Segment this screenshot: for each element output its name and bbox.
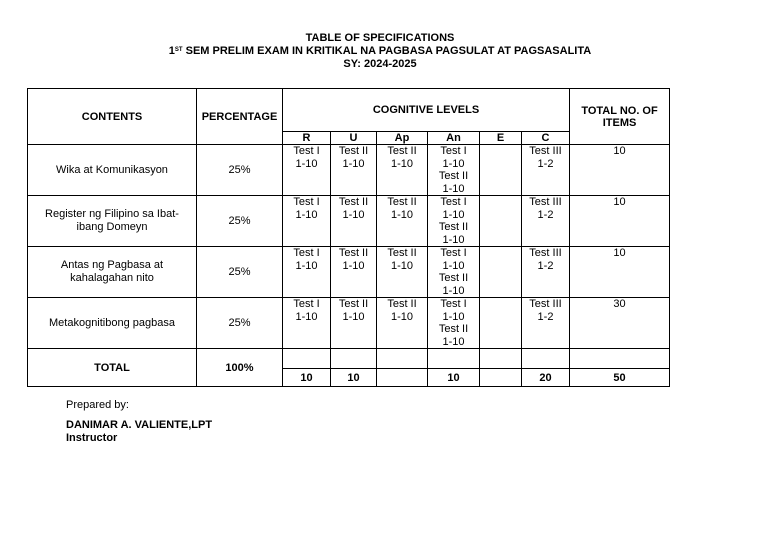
level-cell-line: Test I	[293, 145, 320, 157]
total-level-ap	[377, 369, 428, 387]
document-subtitle	[0, 45, 760, 58]
grand-total-items: 50	[570, 369, 670, 387]
level-cell-line: Test I	[440, 247, 467, 259]
level-cell-line: 1-10	[442, 284, 465, 297]
level-cell-ap	[377, 298, 428, 349]
level-cell-line: 1-2	[537, 208, 554, 221]
table-row	[28, 298, 670, 349]
level-cell-c	[522, 298, 570, 349]
level-cell-r	[283, 247, 331, 298]
level-cell-line: 1-10	[295, 157, 318, 170]
total-percentage: 100%	[197, 349, 283, 387]
level-cell-line: 1-2	[537, 157, 554, 170]
level-cell-line: 1-10	[442, 259, 465, 272]
school-year: SY: 2024-2025	[343, 58, 417, 70]
document-title: TABLE OF SPECIFICATIONS	[305, 32, 455, 44]
level-cell-line: Test II	[338, 298, 369, 310]
level-cell-an	[428, 298, 480, 349]
level-cell-u	[331, 145, 377, 196]
level-cell-line: 1-10	[295, 208, 318, 221]
subtitle-superscript: ST	[174, 47, 183, 53]
level-cell-line: Test II	[438, 221, 469, 233]
level-cell-line: Test I	[293, 298, 320, 310]
level-cell-r	[283, 298, 331, 349]
document-header	[0, 32, 760, 71]
total-items-cell: 10	[570, 196, 670, 247]
level-cell-c	[522, 196, 570, 247]
level-cell-line: Test III	[529, 145, 562, 157]
level-cell-line: Test I	[293, 196, 320, 208]
percentage-cell: 25%	[197, 298, 283, 349]
level-cell-ap	[377, 196, 428, 247]
level-cell-line: 1-2	[537, 310, 554, 323]
level-cell-line: 1-10	[342, 157, 365, 170]
level-cell-line: Test II	[338, 247, 369, 259]
content-cell: Register ng Filipino sa Ibat-ibang Domeyn	[28, 196, 197, 247]
header-contents: CONTENTS	[28, 89, 197, 145]
level-cell-u	[331, 247, 377, 298]
level-cell-line: 1-10	[390, 157, 414, 170]
level-cell-line: 1-10	[390, 310, 414, 323]
level-cell-line: 1-10	[442, 310, 465, 323]
total-level-u: 10	[331, 369, 377, 387]
level-cell-e	[480, 247, 522, 298]
total-label: TOTAL	[28, 349, 197, 387]
level-cell-ap	[377, 247, 428, 298]
level-cell-u	[331, 298, 377, 349]
table-row	[28, 196, 670, 247]
signatory	[66, 419, 212, 445]
level-cell-line: 1-10	[442, 233, 465, 246]
level-cell-an	[428, 145, 480, 196]
level-cell-line: Test I	[440, 298, 467, 310]
level-cell-line: Test III	[529, 196, 562, 208]
level-cell-line: Test I	[440, 145, 467, 157]
signatory-name: DANIMAR A. VALIENTE,LPT	[66, 419, 213, 431]
level-cell-line: Test II	[438, 170, 469, 182]
total-row	[28, 349, 670, 369]
level-cell-u	[331, 196, 377, 247]
level-header-ap: Ap	[377, 132, 428, 145]
percentage-cell: 25%	[197, 247, 283, 298]
level-cell-line: 1-10	[342, 310, 365, 323]
total-level-c: 20	[522, 369, 570, 387]
level-cell-an	[428, 196, 480, 247]
level-cell-line: 1-10	[342, 259, 365, 272]
level-cell-line: 1-10	[295, 310, 318, 323]
level-cell-line: 1-2	[537, 259, 554, 272]
level-cell-line: Test I	[293, 247, 320, 259]
table-body	[28, 145, 670, 349]
percentage-cell: 25%	[197, 196, 283, 247]
content-cell: Metakognitibong pagbasa	[28, 298, 197, 349]
level-header-r: R	[283, 132, 331, 145]
level-cell-line: Test II	[338, 196, 369, 208]
subtitle-ordinal: 1	[168, 45, 175, 57]
level-header-e: E	[480, 132, 522, 145]
content-cell: Antas ng Pagbasa at kahalagahan nito	[28, 247, 197, 298]
prepared-by-label: Prepared by:	[66, 399, 129, 411]
level-header-an: An	[428, 132, 480, 145]
level-cell-line: Test II	[438, 272, 469, 284]
level-cell-r	[283, 196, 331, 247]
level-cell-c	[522, 145, 570, 196]
table-row	[28, 247, 670, 298]
total-level-e	[480, 369, 522, 387]
level-cell-line: Test I	[440, 196, 467, 208]
level-header-c: C	[522, 132, 570, 145]
level-cell-line: Test III	[529, 247, 562, 259]
specifications-table	[27, 88, 670, 387]
level-cell-line: Test II	[387, 196, 417, 208]
table-row	[28, 145, 670, 196]
level-cell-e	[480, 196, 522, 247]
level-cell-line: Test II	[338, 145, 369, 157]
level-cell-line: Test II	[387, 145, 417, 157]
level-cell-line: 1-10	[390, 208, 414, 221]
level-cell-line: 1-10	[442, 335, 465, 348]
level-cell-line: Test II	[387, 298, 417, 310]
total-level-an: 10	[428, 369, 480, 387]
level-header-u: U	[331, 132, 377, 145]
level-cell-line: Test II	[387, 247, 417, 259]
level-cell-an	[428, 247, 480, 298]
total-items-cell: 10	[570, 247, 670, 298]
level-cell-e	[480, 145, 522, 196]
total-level-r: 10	[283, 369, 331, 387]
level-cell-line: Test III	[529, 298, 562, 310]
total-items-cell: 30	[570, 298, 670, 349]
level-cell-c	[522, 247, 570, 298]
level-cell-line: 1-10	[390, 259, 414, 272]
content-cell: Wika at Komunikasyon	[28, 145, 197, 196]
header-total-items: TOTAL NO. OF ITEMS	[570, 89, 670, 145]
header-cognitive-levels: COGNITIVE LEVELS	[283, 89, 570, 132]
level-cell-r	[283, 145, 331, 196]
level-cell-e	[480, 298, 522, 349]
level-cell-line: 1-10	[442, 208, 465, 221]
level-cell-line: 1-10	[442, 157, 465, 170]
level-cell-line: Test II	[438, 323, 469, 335]
level-cell-line: 1-10	[342, 208, 365, 221]
subtitle-text: SEM PRELIM EXAM IN KRITIKAL NA PAGBASA PAGSULAT AT PAGSASALITA	[182, 45, 592, 57]
total-items-cell: 10	[570, 145, 670, 196]
signatory-role: Instructor	[66, 432, 118, 444]
level-cell-line: 1-10	[442, 182, 465, 195]
header-percentage: PERCENTAGE	[197, 89, 283, 145]
level-cell-ap	[377, 145, 428, 196]
percentage-cell: 25%	[197, 145, 283, 196]
level-cell-line: 1-10	[295, 259, 318, 272]
